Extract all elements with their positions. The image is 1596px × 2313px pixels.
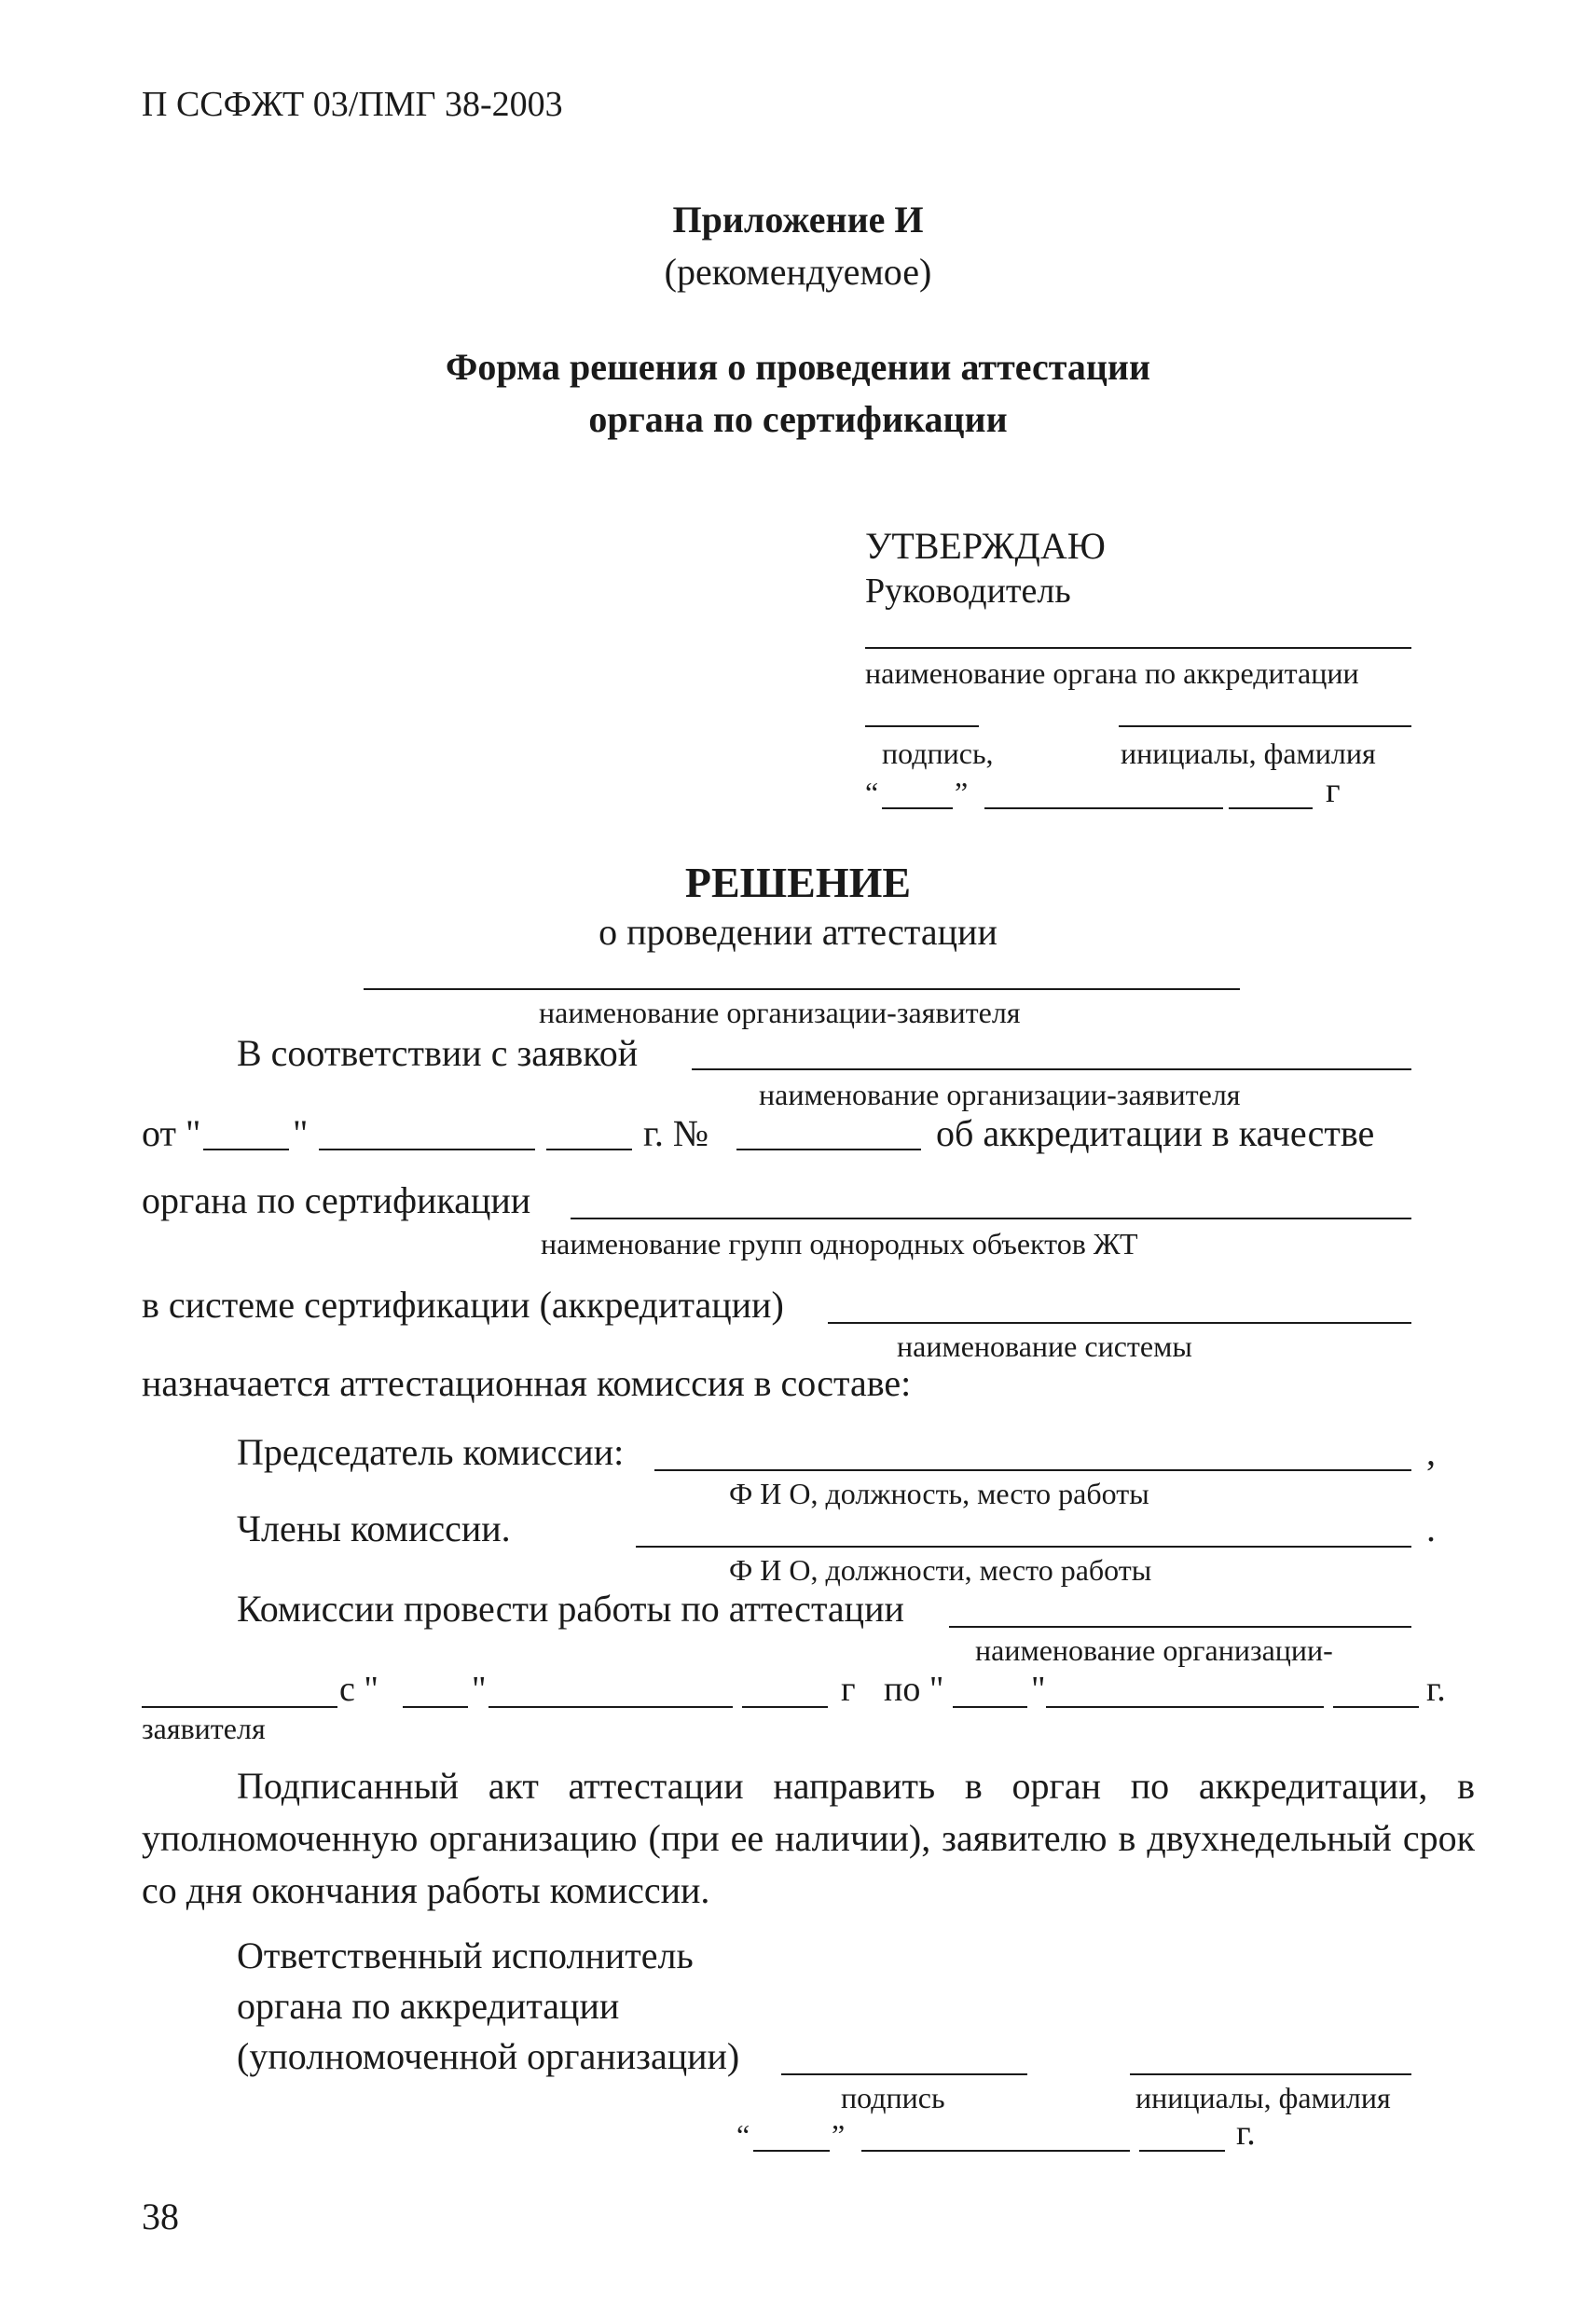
approval-name-caption: инициалы, фамилия xyxy=(1121,737,1376,770)
from-day-line xyxy=(203,1149,289,1150)
start-text: с " xyxy=(339,1670,378,1709)
members-line xyxy=(636,1546,1411,1548)
start-day-line xyxy=(403,1706,468,1708)
accreditation-body-line xyxy=(865,647,1411,649)
decision-subtitle: о проведении аттестации xyxy=(598,911,998,953)
page-number: 38 xyxy=(142,2196,179,2237)
responsible-month-line xyxy=(861,2150,1130,2152)
approval-quote-open: “ xyxy=(865,776,879,809)
end-month-line xyxy=(1046,1706,1324,1708)
approval-signature-line xyxy=(865,725,979,727)
responsible-line1: Ответственный исполнитель xyxy=(237,1934,694,1976)
responsible-name-caption: инициалы, фамилия xyxy=(1135,2081,1391,2114)
end-quote-close: " xyxy=(1031,1670,1046,1709)
approval-month-line xyxy=(984,807,1223,809)
approval-quote-close: ” xyxy=(955,776,969,809)
end-text: по " xyxy=(884,1670,944,1709)
form-title-line1: Форма решения о проведении аттестации xyxy=(445,346,1150,388)
members-period: . xyxy=(1426,1508,1436,1549)
end-year-suffix: г. xyxy=(1426,1670,1446,1709)
application-number-line xyxy=(736,1149,921,1150)
responsible-name-line xyxy=(1130,2073,1411,2075)
start-year-line xyxy=(742,1706,828,1708)
members-text: Члены комиссии. xyxy=(237,1508,511,1549)
system-line xyxy=(828,1322,1411,1324)
end-day-line xyxy=(953,1706,1027,1708)
approval-year-suffix: г xyxy=(1326,771,1341,810)
system-caption: наименование системы xyxy=(897,1329,1192,1363)
responsible-year-suffix: г. xyxy=(1236,2113,1256,2153)
from-quote-close: " xyxy=(293,1112,309,1154)
application-applicant-line xyxy=(692,1068,1411,1070)
conduct-text: Комиссии провести работы по аттестации xyxy=(237,1588,904,1630)
cert-body-text: органа по сертификации xyxy=(142,1179,531,1221)
approval-year-line xyxy=(1229,807,1313,809)
end-year-line xyxy=(1333,1706,1419,1708)
form-title-line2: органа по сертификации xyxy=(588,398,1008,440)
responsible-signature-line xyxy=(781,2073,1027,2075)
responsible-line3: (уполномоченной организации) xyxy=(237,2035,740,2077)
conduct-org-caption: наименование организации- xyxy=(975,1633,1333,1667)
members-caption: Ф И О, должности, место работы xyxy=(729,1553,1152,1587)
approval-day-line xyxy=(882,807,953,809)
object-groups-line xyxy=(571,1218,1411,1219)
conduct-org-line xyxy=(949,1626,1411,1628)
year-number-text: г. № xyxy=(643,1112,709,1154)
appendix-title: Приложение И xyxy=(672,199,924,241)
approval-name-line xyxy=(1119,725,1411,727)
commission-assigned-text: назначается аттестационная комиссия в составе: xyxy=(142,1362,912,1404)
appendix-subtitle: (рекомендуемое) xyxy=(664,251,932,293)
responsible-line2: органа по аккредитации xyxy=(237,1985,620,2027)
per-application-text: В соответствии с заявкой xyxy=(237,1032,639,1074)
responsible-quote-open: “ xyxy=(736,2118,750,2152)
start-quote-close: " xyxy=(472,1670,487,1709)
responsible-year-line xyxy=(1139,2150,1225,2152)
object-groups-caption: наименование групп однородных объектов ЖТ xyxy=(541,1227,1138,1260)
chairman-text: Председатель комиссии: xyxy=(237,1431,625,1473)
from-text: от " xyxy=(142,1112,201,1154)
applicant-caption: наименование организации-заявителя xyxy=(539,996,1021,1029)
chairman-line xyxy=(654,1469,1411,1471)
chairman-caption: Ф И О, должность, место работы xyxy=(729,1477,1149,1510)
from-year-line xyxy=(546,1149,632,1150)
accreditation-body-caption: наименование органа по аккредитации xyxy=(865,656,1359,690)
system-text: в системе сертификации (аккредитации) xyxy=(142,1284,784,1326)
approve-label: УТВЕРЖДАЮ xyxy=(865,525,1106,567)
decision-title: РЕШЕНИЕ xyxy=(684,859,912,906)
responsible-day-line xyxy=(753,2150,830,2152)
send-act-paragraph: Подписанный акт аттестации направить в орган по аккредитации, в уполномоченную организацию (при ее наличии), заявителю в двухнедельный срок со дня окончания работы комиссии. xyxy=(142,1765,1475,1911)
responsible-signature-caption: подпись xyxy=(841,2081,945,2114)
chairman-comma: , xyxy=(1426,1431,1436,1473)
applicant-end-caption: заявителя xyxy=(142,1712,266,1745)
conduct-org-continuation-line xyxy=(142,1706,337,1708)
application-applicant-caption: наименование организации-заявителя xyxy=(759,1078,1241,1111)
accreditation-as-text: об аккредитации в качестве xyxy=(936,1112,1375,1154)
from-month-line xyxy=(319,1149,535,1150)
start-year-suffix: г xyxy=(841,1670,856,1709)
approval-signature-caption: подпись, xyxy=(882,737,994,770)
start-month-line xyxy=(488,1706,733,1708)
responsible-quote-close: ” xyxy=(832,2118,846,2152)
head-label: Руководитель xyxy=(865,571,1071,611)
applicant-line xyxy=(364,988,1240,990)
document-code: П ССФЖТ 03/ПМГ 38-2003 xyxy=(142,85,563,124)
